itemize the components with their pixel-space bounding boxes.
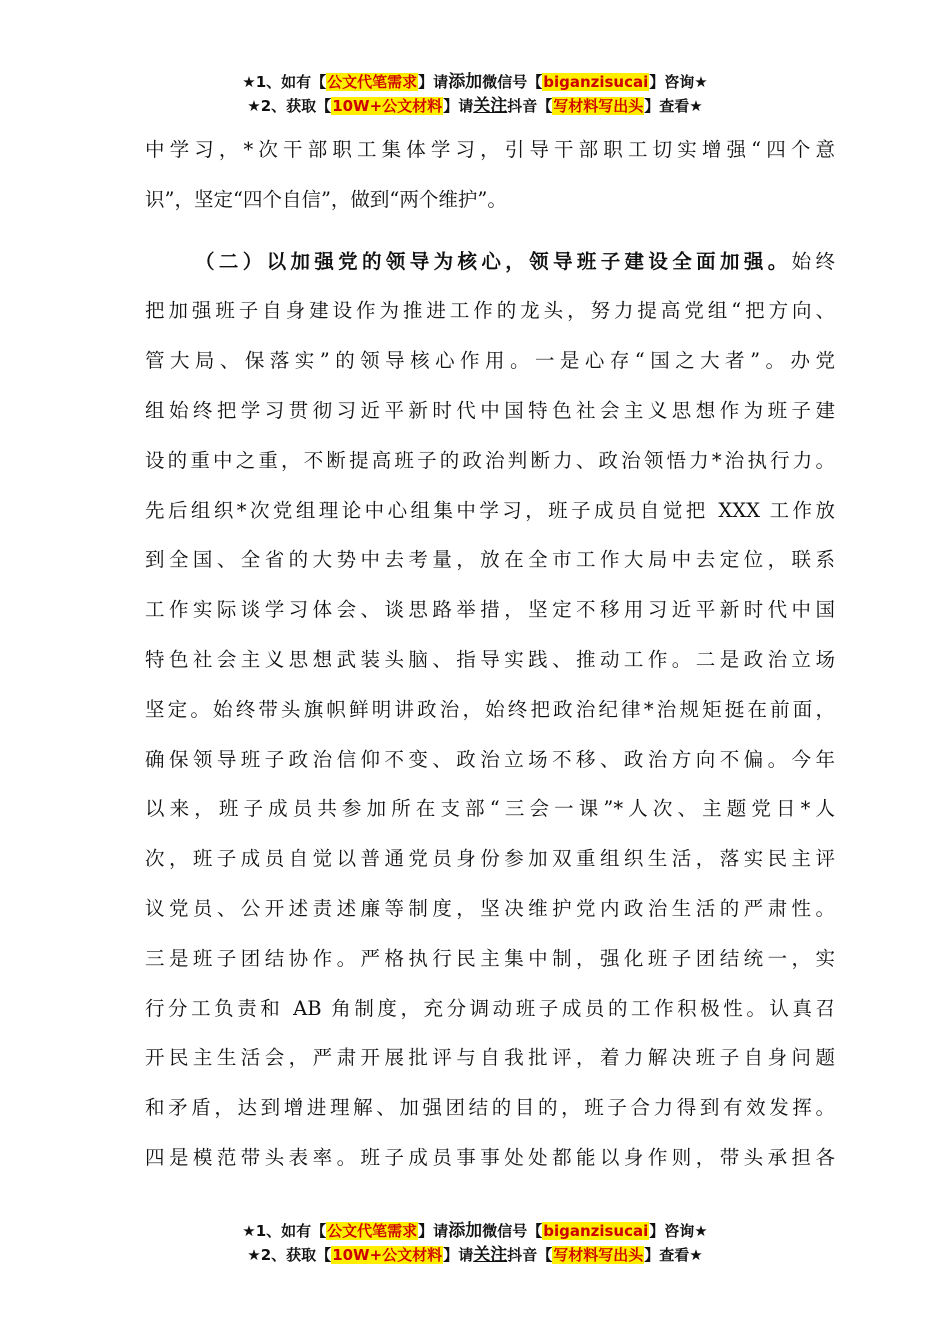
footer-banner-line2 [0, 1243, 950, 1267]
banner-text: 微信号【 [482, 73, 543, 91]
banner-highlight: 10W+公文材料 [332, 97, 443, 115]
wechat-id-highlight: biganzisucai [543, 73, 649, 91]
body-line: 把加强班子自身建设作为推进工作的龙头，努力提高党组“把方向、 [145, 299, 835, 323]
banner-highlight: 公文代笔需求 [327, 73, 418, 91]
body-line: 管大局、保落实”的领导核心作用。一是心存“国之大者”。办党 [145, 349, 835, 373]
section-heading-line [145, 237, 835, 287]
body-line: 识”，坚定“四个自信”，做到“两个维护”。 [145, 187, 507, 211]
body-line: 工作实际谈学习体会、谈思路举措，坚定不移用习近平新时代中国 [145, 598, 835, 622]
banner-text: 】咨询★ [649, 1222, 708, 1240]
banner-highlight: 公文代笔需求 [327, 1222, 418, 1240]
banner-text: ★1、如有【 [242, 73, 327, 91]
banner-highlight: 10W+公文材料 [332, 1246, 443, 1264]
banner-text: 抖音【 [507, 1246, 553, 1264]
body-text: 始终 [791, 249, 835, 273]
douyin-id-highlight: 写材料写出头 [553, 1246, 644, 1264]
banner-text: ★1、如有【 [242, 1222, 327, 1240]
banner-text: 】请 [418, 73, 449, 91]
section-heading: （二）以加强党的领导为核心，领导班子建设全面加强。 [195, 249, 792, 273]
body-line: 组始终把学习贯彻习近平新时代中国特色社会主义思想作为班子建 [145, 398, 835, 422]
banner-emphasis: 添加 [448, 1221, 483, 1241]
body-line: 四是模范带头表率。班子成员事事处处都能以身作则，带头承担各 [145, 1145, 835, 1169]
banner-text: ★2、获取【 [247, 1246, 332, 1264]
body-line: 三是班子团结协作。严格执行民主集中制，强化班子团结统一，实 [145, 946, 835, 970]
body-line: 坚定。始终带头旗帜鲜明讲政治，始终把政治纪律*治规矩挺在前面， [145, 697, 835, 721]
banner-text: 】查看★ [644, 97, 703, 115]
header-banner [0, 70, 950, 118]
banner-text: ★2、获取【 [247, 97, 332, 115]
douyin-id-highlight: 写材料写出头 [553, 97, 644, 115]
header-banner-line1 [0, 70, 950, 94]
banner-text: 】请 [443, 97, 474, 115]
banner-text: 抖音【 [507, 97, 553, 115]
footer-banner [0, 1219, 950, 1267]
body-line: 议党员、公开述责述廉等制度，坚决维护党内政治生活的严肃性。 [145, 896, 835, 920]
banner-text: 】查看★ [644, 1246, 703, 1264]
wechat-id-highlight: biganzisucai [543, 1222, 649, 1240]
body-line: 行分工负责和 AB 角制度，充分调动班子成员的工作积极性。认真召 [145, 996, 835, 1020]
body-line: 先后组织*次党组理论中心组集中学习，班子成员自觉把 XXX 工作放 [145, 498, 835, 522]
body-line: 特色社会主义思想武装头脑、指导实践、推动工作。二是政治立场 [145, 647, 835, 671]
header-banner-line2 [0, 94, 950, 118]
body-line: 次，班子成员自觉以普通党员身份参加双重组织生活，落实民主评 [145, 847, 835, 871]
body-line: 中学习，*次干部职工集体学习，引导干部职工切实增强“四个意 [145, 138, 835, 161]
body-line: 和矛盾，达到增进理解、加强团结的目的，班子合力得到有效发挥。 [145, 1096, 835, 1120]
banner-emphasis: 添加 [448, 72, 483, 92]
banner-emphasis: 关注 [473, 96, 508, 116]
footer-banner-line1 [0, 1219, 950, 1243]
body-line: 开民主生活会，严肃开展批评与自我批评，着力解决班子自身问题 [145, 1046, 835, 1070]
body-line: 到全国、全省的大势中去考量，放在全市工作大局中去定位，联系 [145, 548, 835, 572]
body-line: 确保领导班子政治信仰不变、政治立场不移、政治方向不偏。今年 [145, 747, 835, 771]
body-line: 设的重中之重，不断提高班子的政治判断力、政治领悟力*治执行力。 [145, 448, 835, 472]
banner-text: 】请 [418, 1222, 449, 1240]
banner-text: 微信号【 [482, 1222, 543, 1240]
document-body [145, 125, 835, 1183]
banner-text: 】咨询★ [649, 73, 708, 91]
banner-text: 】请 [443, 1246, 474, 1264]
banner-emphasis: 关注 [473, 1245, 508, 1265]
body-line: 以来，班子成员共参加所在支部“三会一课”*人次、主题党日*人 [145, 797, 835, 821]
